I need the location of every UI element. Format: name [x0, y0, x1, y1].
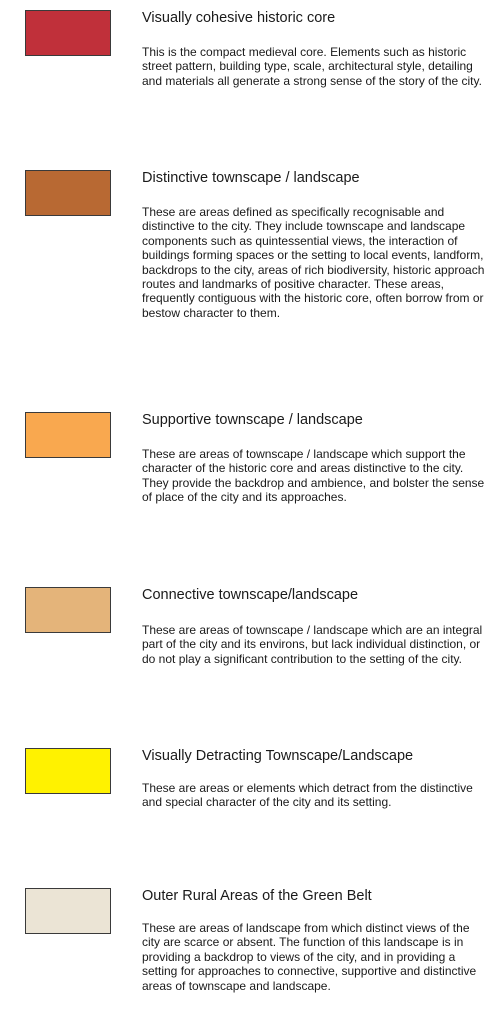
legend-item-title: Visually cohesive historic core [142, 10, 336, 26]
legend-item-description: These are areas or elements which detract from the distinctive and special character of the city and its setting. [142, 781, 473, 810]
legend-item-description: These are areas of landscape from which distinct views of the city are scarce or absent. The function of this landscape is in providing a backdrop to views of the city, and in providing a setting for approaches to connective, supportive and distinctive areas of townscape and landscape. [142, 921, 477, 993]
legend-item-title: Visually Detracting Townscape/Landscape [142, 748, 414, 764]
color-swatch [25, 587, 111, 633]
legend-item-title: Outer Rural Areas of the Green Belt [142, 888, 372, 904]
legend-item-description: This is the compact medieval core. Elements such as historic street pattern, building type, scale, architectural style, detailing and materials all generate a strong sense of the story of the city. [142, 45, 482, 88]
legend-item-title: Connective townscape/landscape [142, 587, 359, 603]
legend-item-description: These are areas of townscape / landscape which support the character of the historic core and areas distinctive to the city. They provide the backdrop and ambience, and bolster the sense of place of the city and its approaches. [142, 447, 485, 505]
color-swatch [25, 170, 111, 216]
legend-item-title: Distinctive townscape / landscape [142, 170, 360, 186]
color-swatch [25, 748, 111, 794]
color-swatch [25, 412, 111, 458]
color-swatch [25, 10, 111, 56]
legend-item-description: These are areas of townscape / landscape which are an integral part of the city and its environs, but lack individual distinction, or do not play a significant contribution to the setting of the city. [142, 623, 483, 666]
color-swatch [25, 888, 111, 934]
legend-item-description: These are areas defined as specifically recognisable and distinctive to the city. They include townscape and landscape components such as quintessential views, the interaction of buildings forming spaces or the setting to local events, landform, backdrops to the city, areas of rich biodiversity, historic approach routes and landmarks of positive character. These areas, frequently contiguous with the historic core, often borrow from or bestow character to them. [142, 205, 485, 320]
legend-item-title: Supportive townscape / landscape [142, 412, 363, 428]
